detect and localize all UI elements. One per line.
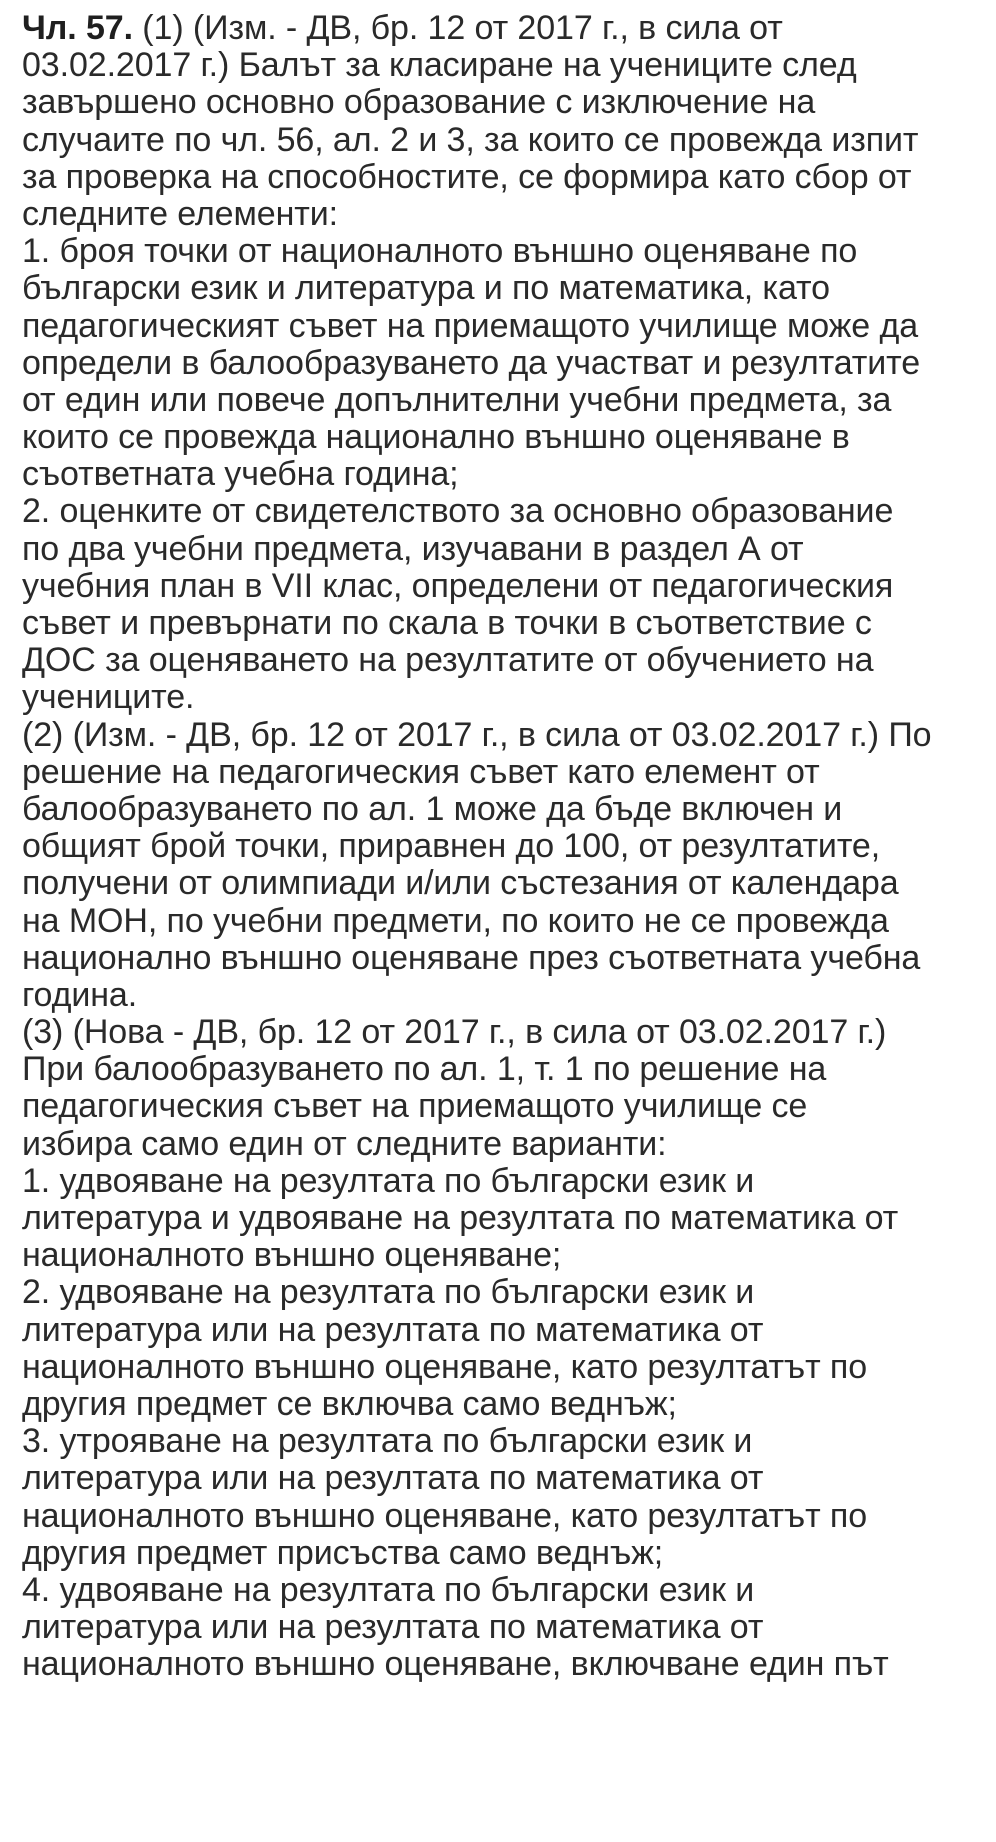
- text-line: по два учебни предмета, изучавани в раздел А от: [22, 529, 804, 568]
- text-line: случаите по чл. 56, ал. 2 и 3, за които се провежда изпит: [22, 120, 919, 159]
- text-line: (2) (Изм. - ДВ, бр. 12 от 2017 г., в сила от 03.02.2017 г.) По: [22, 715, 932, 754]
- text-line: литература или на резултата по математика от: [22, 1608, 764, 1647]
- text-line: ДОС за оценяването на резултатите от обучението на: [22, 641, 874, 680]
- text-line: национално външно оценяване през съответната учебна: [22, 938, 921, 977]
- article-text: [22, 47, 982, 1683]
- text-line: избира само един от следните варианти:: [22, 1124, 667, 1163]
- text-line: съвет и превърнати по скала в точки в съответствие с: [22, 604, 872, 642]
- text-line: 03.02.2017 г.) Балът за класиране на учениците след: [22, 46, 857, 85]
- text-line: педагогическия съвет на приемащото училище се: [22, 1087, 808, 1126]
- text-line: [22, 10, 982, 47]
- article-label: Чл. 57.: [22, 9, 133, 47]
- text-line: решение на педагогическия съвет като елемент от: [22, 752, 820, 791]
- text-line: завършено основно образование с изключение на: [22, 83, 816, 122]
- text-line: другия предмет се включва само веднъж;: [22, 1384, 677, 1423]
- article-first-line: (1) (Изм. - ДВ, бр. 12 от 2017 г., в сила от: [132, 9, 783, 47]
- text-line: определи в балообразуването да участват и резултатите: [22, 343, 921, 382]
- text-line: 1. удвояване на резултата по български език и: [22, 1161, 755, 1200]
- text-line: другия предмет присъства само веднъж;: [22, 1533, 664, 1572]
- text-line: получени от олимпиади и/или състезания от календара: [22, 864, 899, 903]
- text-line: на МОН, по учебни предмети, по които не се провежда: [22, 901, 889, 940]
- text-line: балообразуването по ал. 1 може да бъде включен и: [22, 789, 843, 828]
- text-line: 4. удвояване на резултата по български език и: [22, 1570, 755, 1609]
- text-line: които се провежда национално външно оценяване в: [22, 418, 850, 457]
- text-line: 2. удвояване на резултата по български език и: [22, 1273, 755, 1312]
- text-line: за проверка на способностите, се формира като сбор от: [22, 157, 912, 196]
- text-line: учебния план в VII клас, определени от педагогическия: [22, 566, 894, 605]
- text-line: (3) (Нова - ДВ, бр. 12 от 2017 г., в сила от 03.02.2017 г.): [22, 1013, 887, 1052]
- text-line: година.: [22, 975, 138, 1014]
- text-line: общият брой точки, приравнен до 100, от резултатите,: [22, 827, 881, 866]
- text-line: съответната учебна година;: [22, 455, 459, 494]
- text-line: учениците.: [22, 678, 195, 717]
- text-line: националното външно оценяване, като резултатът по: [22, 1496, 868, 1535]
- text-line: националното външно оценяване;: [22, 1236, 562, 1275]
- text-line: следните елементи:: [22, 194, 338, 233]
- document-body: [22, 10, 982, 1683]
- text-line: При балообразуването по ал. 1, т. 1 по решение на: [22, 1050, 827, 1089]
- text-line: литература или на резултата по математика от: [22, 1310, 764, 1349]
- text-line: 2. оценките от свидетелството за основно образование: [22, 492, 894, 531]
- text-line: националното външно оценяване, включване един път: [22, 1645, 889, 1684]
- text-line: 3. утрояване на резултата по български език и: [22, 1422, 753, 1461]
- text-line: от един или повече допълнителни учебни предмета, за: [22, 380, 892, 419]
- text-line: литература и удвояване на резултата по математика от: [22, 1199, 899, 1237]
- text-line: 1. броя точки от националното външно оценяване по: [22, 232, 858, 271]
- text-line: български език и литература и по математика, като: [22, 269, 830, 308]
- text-line: литература или на резултата по математика от: [22, 1459, 764, 1498]
- text-line: националното външно оценяване, като резултатът по: [22, 1347, 868, 1386]
- text-line: педагогическият съвет на приемащото училище може да: [22, 306, 919, 345]
